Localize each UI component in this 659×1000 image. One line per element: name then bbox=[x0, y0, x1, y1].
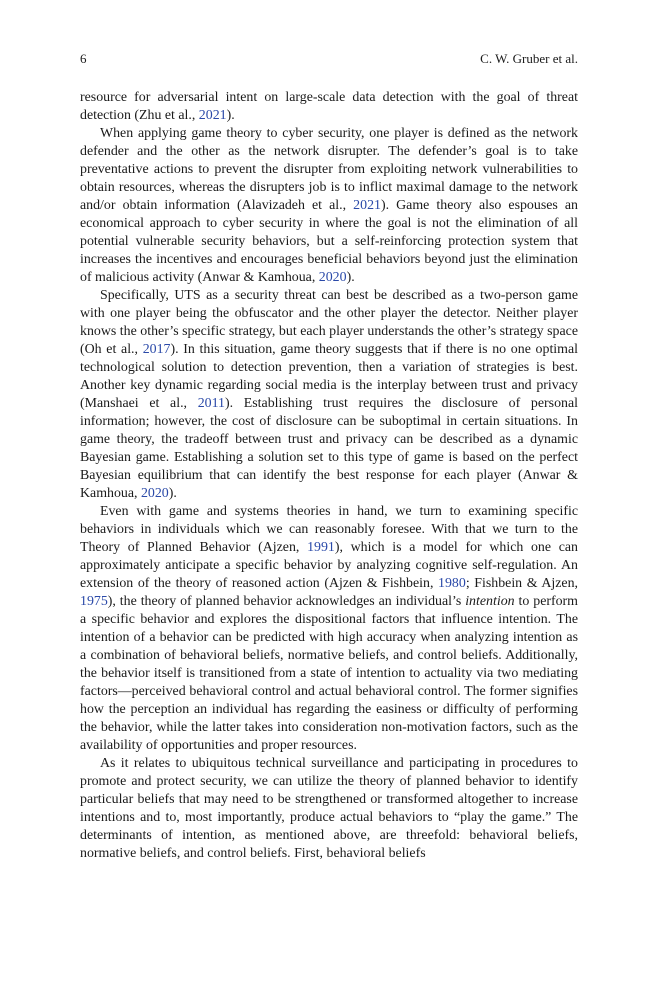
citation-link[interactable]: 2021 bbox=[198, 108, 227, 123]
text-run: Even with game and systems theories in hand, we turn to examining specific behaviors in individuals which we can reasonably foresee. With that we turn to the Theory of Planned Behavior (Ajzen, bbox=[80, 504, 578, 555]
citation-link[interactable]: 2011 bbox=[197, 396, 225, 411]
text-run: ), the theory of planned behavior acknowledges an individual’s bbox=[107, 594, 466, 609]
text-run: ). bbox=[226, 108, 235, 123]
paragraph bbox=[80, 89, 578, 125]
citation-link[interactable]: 1980 bbox=[438, 576, 466, 591]
text-run: resource for adversarial intent on large-scale data detection with the goal of threat detection (Zhu et al., bbox=[80, 90, 578, 123]
text-run: ). Game theory also espouses an economical approach to cyber security in where the goal is not the elimination of all potential vulnerable security behaviors, but a self-reinforcing protection system that increases the incentives and encourages beneficial behaviors beyond just the elimination of malicious activity (Anwar & Kamhoua, bbox=[80, 198, 578, 285]
text-run: ). In this situation, game theory suggests that if there is no one optimal technological solution to detection prevention, then a variation of strategies is best. Another key dynamic regarding social media is the interplay between trust and privacy (Manshaei et al., bbox=[80, 342, 578, 411]
text-run: ). bbox=[346, 270, 355, 285]
text-run: ). Establishing trust requires the disclosure of personal information; however, the cost of disclosure can be suboptimal in certain situations. In game theory, the tradeoff between trust and privacy can be described as a dynamic Bayesian game. Establishing a solution set to this type of game is based on the perfect Bayesian equilibrium that can identify the best response for each player (Anwar & Kamhoua, bbox=[80, 396, 578, 501]
paragraph bbox=[80, 125, 578, 287]
running-head: C. W. Gruber et al. bbox=[480, 51, 578, 66]
paragraph bbox=[80, 287, 578, 503]
emphasized-text: intention bbox=[465, 594, 515, 609]
text-run: ). bbox=[168, 486, 177, 501]
text-run: to perform a specific behavior and explores the dispositional factors that influence intention. The intention of a behavior can be predicted with high accuracy when analyzing intention as a combination of behavioral beliefs, normative beliefs, and control beliefs. Additionally, the behavior itself is transitioned from a state of intention to actuality via two mediating factors—perceived behavioral control and actual behavioral control. The former signifies how the perception an individual has regarding the easiness or difficulty of performing the behavior, while the latter takes into consideration non-motivation factors, such as the availability of opportunities and proper resources. bbox=[80, 594, 578, 753]
citation-link[interactable]: 1975 bbox=[80, 594, 108, 609]
citation-link[interactable]: 2021 bbox=[353, 198, 381, 213]
body-text bbox=[80, 89, 578, 863]
citation-link[interactable]: 2020 bbox=[318, 270, 347, 285]
paragraph bbox=[80, 503, 578, 755]
citation-link[interactable]: 2017 bbox=[142, 342, 171, 357]
text-run: ; Fishbein & Ajzen, bbox=[465, 576, 578, 591]
text-run: Specifically, UTS as a security threat can best be described as a two-person game with one player being the obfuscator and the other player the detector. Neither player knows the other’s specific strategy, but each player understands the other’s strategy space (Oh et al., bbox=[80, 288, 578, 357]
text-run: When applying game theory to cyber security, one player is defined as the network defender and the other as the network disrupter. The defender’s goal is to take preventative actions to prevent the disrupter from exploiting network vulnerabilities to obtain resources, whereas the disrupters job is to inflict maximal damage to the network and/or obtain information (Alavizadeh et al., bbox=[80, 126, 578, 213]
text-run: ), which is a model for which one can approximately anticipate a specific behavior by analyzing cognitive self-regulation. An extension of the theory of reasoned action (Ajzen & Fishbein, bbox=[80, 540, 579, 591]
text-run: As it relates to ubiquitous technical surveillance and participating in procedures to promote and protect security, we can utilize the theory of planned behavior to identify particular beliefs that may need to be strengthened or transformed altogether to increase intentions and to, most importantly, produce actual behaviors to “play the game.” The determinants of intention, as mentioned above, are threefold: behavioral beliefs, normative beliefs, and control beliefs. First, behavioral beliefs bbox=[80, 756, 578, 861]
citation-link[interactable]: 1991 bbox=[307, 540, 335, 555]
paragraph bbox=[80, 755, 578, 863]
citation-link[interactable]: 2020 bbox=[140, 486, 169, 501]
page-number: 6 bbox=[80, 51, 87, 66]
